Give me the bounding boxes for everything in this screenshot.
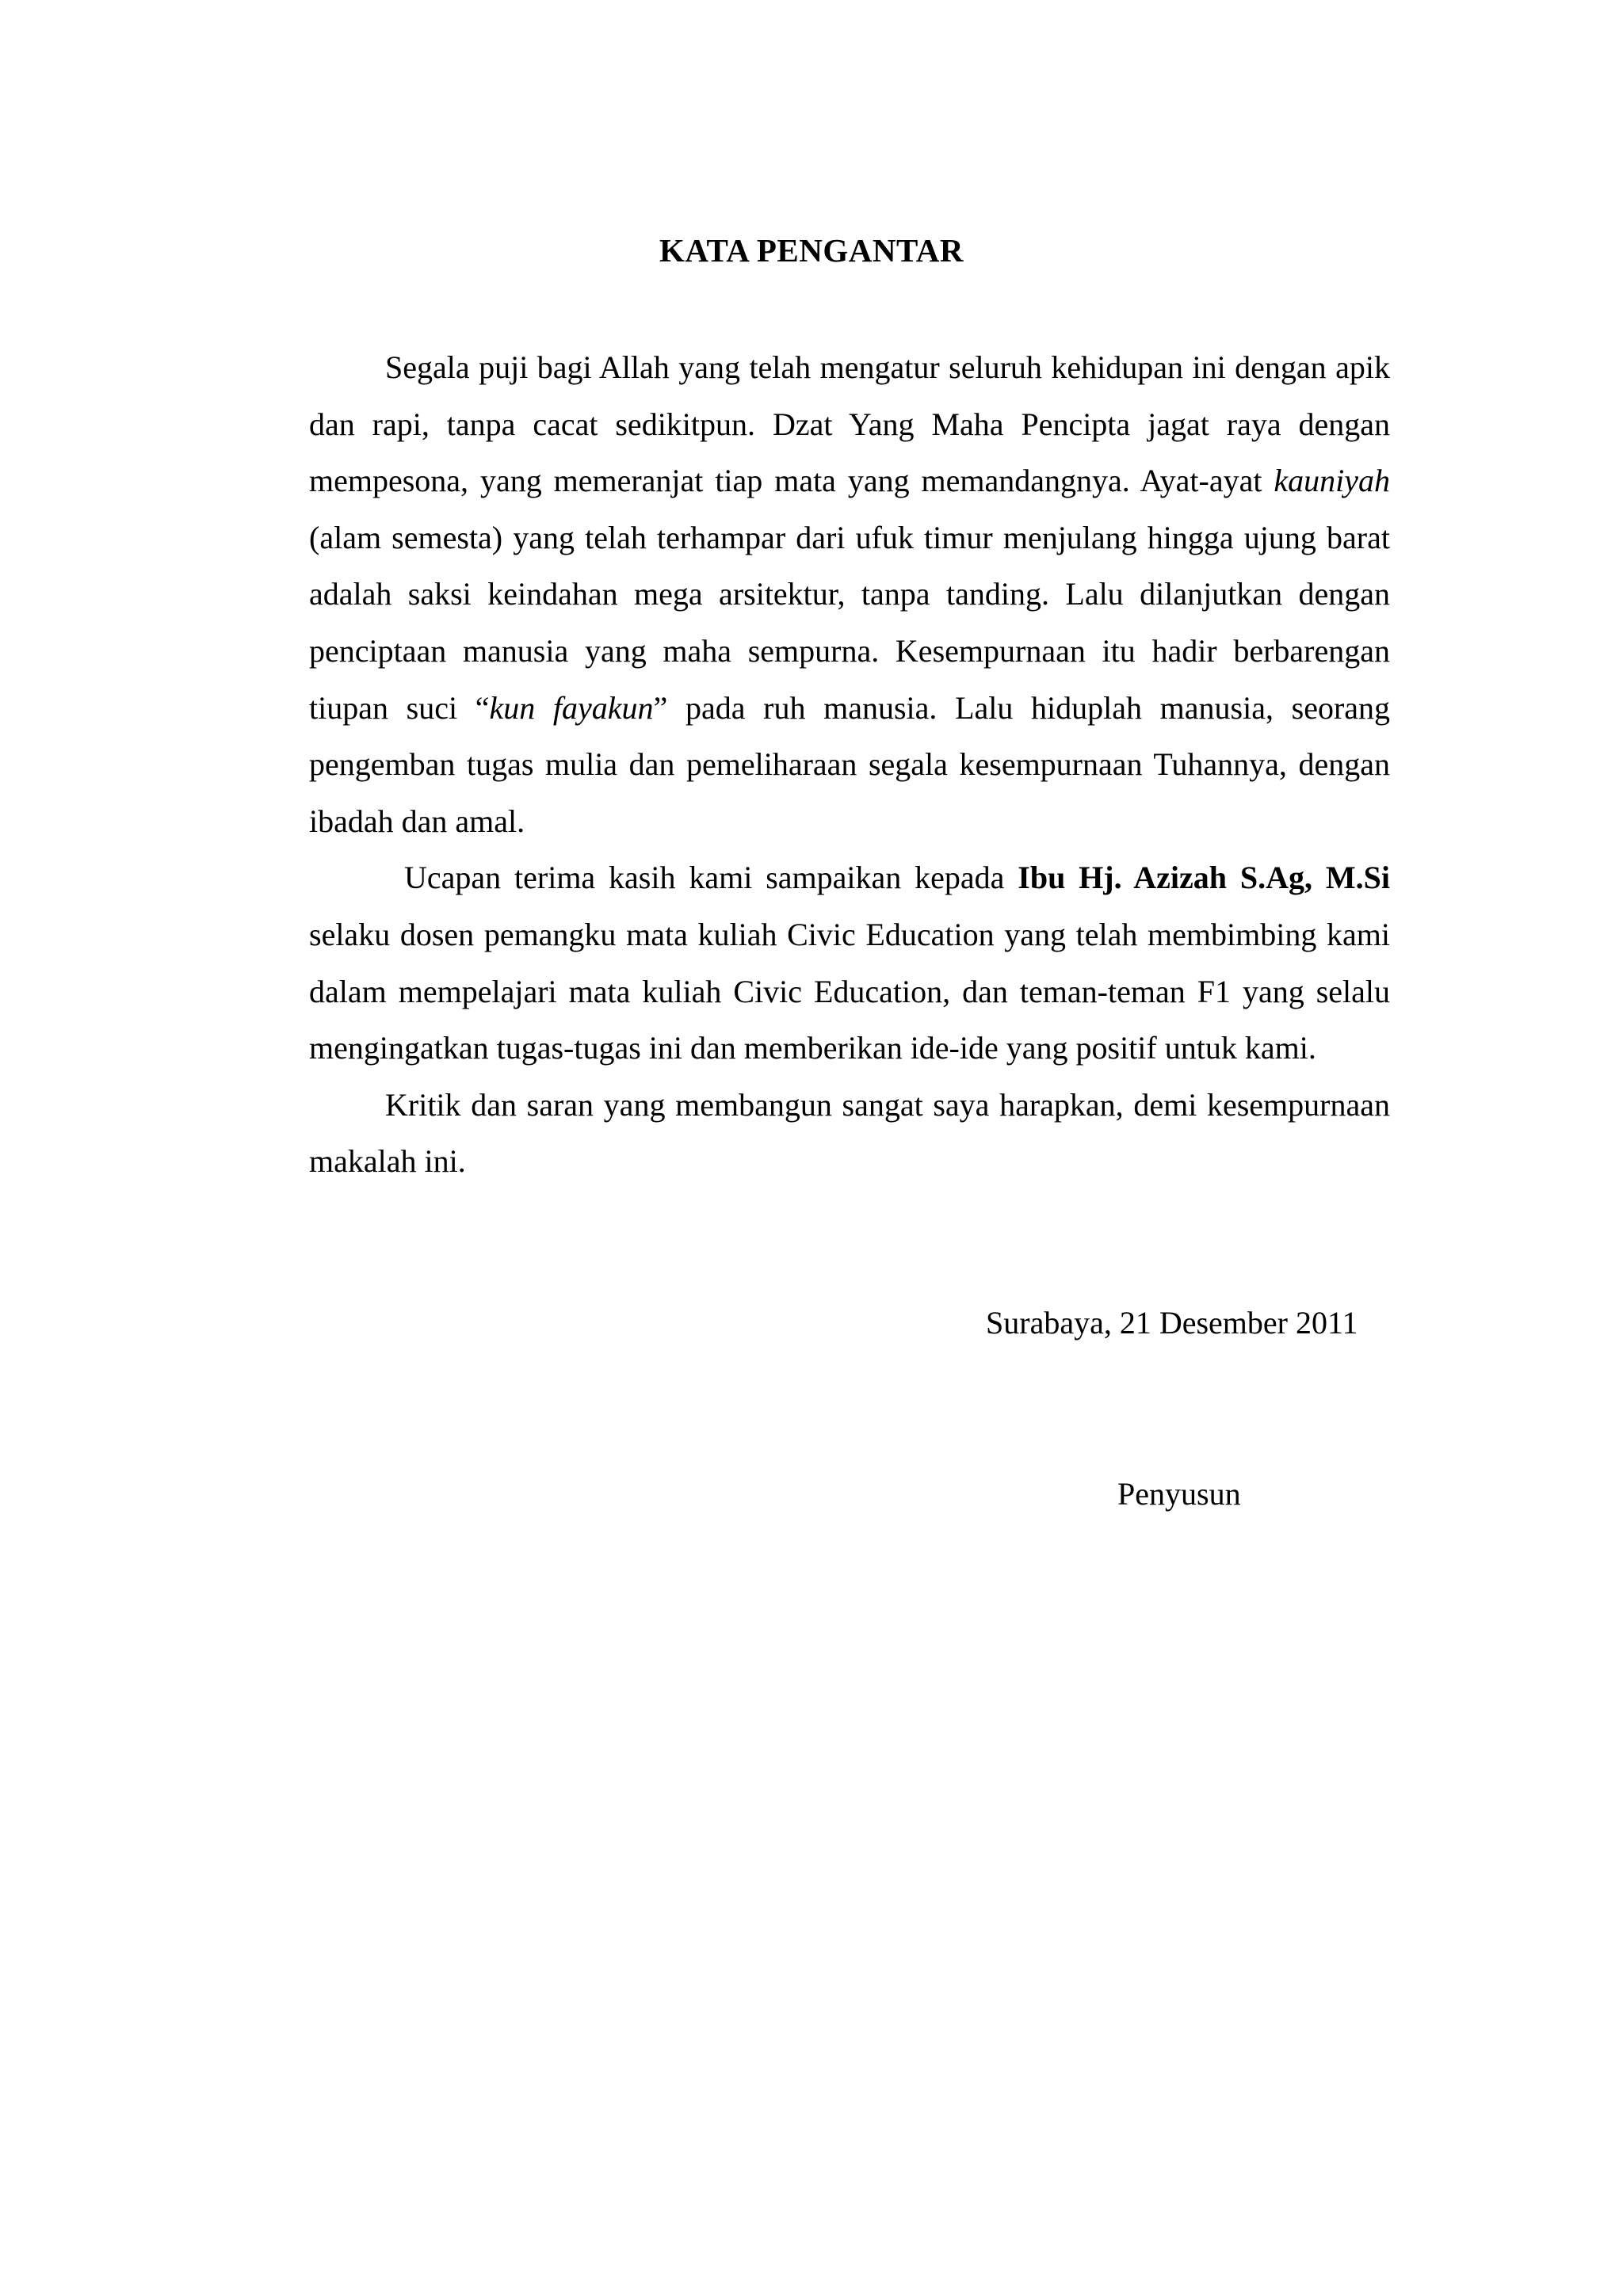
paragraph-1-italic-kun-fayakun: kun fayakun <box>489 689 654 726</box>
place-and-date: Surabaya, 21 Desember 2011 <box>986 1305 1358 1341</box>
paragraph-1-italic-kauniyah: kauniyah <box>1274 463 1390 499</box>
paragraph-opening <box>309 339 1390 849</box>
paragraph-1-text-c: ” pada ruh manusia. Lalu hiduplah manusia, seorang pengemban tugas mulia dan pemeliharaan segala kesempurnaan Tuhannya, dengan ibadah dan amal. <box>309 689 1391 839</box>
paragraph-acknowledgement <box>309 849 1390 1076</box>
document-body <box>309 339 1390 1190</box>
page-title: KATA PENGANTAR <box>659 232 964 269</box>
paragraph-2-text-b: selaku dosen pemangku mata kuliah Civic Education yang telah membimbing kami dalam mempelajari mata kuliah Civic Education, dan teman-teman F1 yang selalu mengingatkan tugas-tugas ini dan memberikan ide-ide yang positif untuk kami. <box>309 916 1390 1066</box>
paragraph-closing: Kritik dan saran yang membangun sangat saya harapkan, demi kesempurnaan makalah ini. <box>309 1086 1390 1180</box>
lecturer-name: Ibu Hj. Azizah S.Ag, M.Si <box>1018 860 1390 896</box>
paragraph-1-text-b: (alam semesta) yang telah terhampar dari ufuk timur menjulang hingga ujung barat adalah saksi keindahan mega arsitektur, tanpa tanding. Lalu dilanjutkan dengan penciptaan manusia yang maha sempurna. Kesempurnaan itu hadir berbarengan tiupan suci “ <box>309 519 1390 726</box>
signer-label: Penyusun <box>1117 1476 1241 1512</box>
paragraph-1-text-a: Segala puji bagi Allah yang telah mengatur seluruh kehidupan ini dengan apik dan rapi, tanpa cacat sedikitpun. Dzat Yang Maha Pencipta jagat raya dengan mempesona, yang memeranjat tiap mata yang memandangnya. Ayat-ayat <box>309 349 1390 499</box>
paragraph-2-text-a: Ucapan terima kasih kami sampaikan kepada <box>404 860 1018 896</box>
